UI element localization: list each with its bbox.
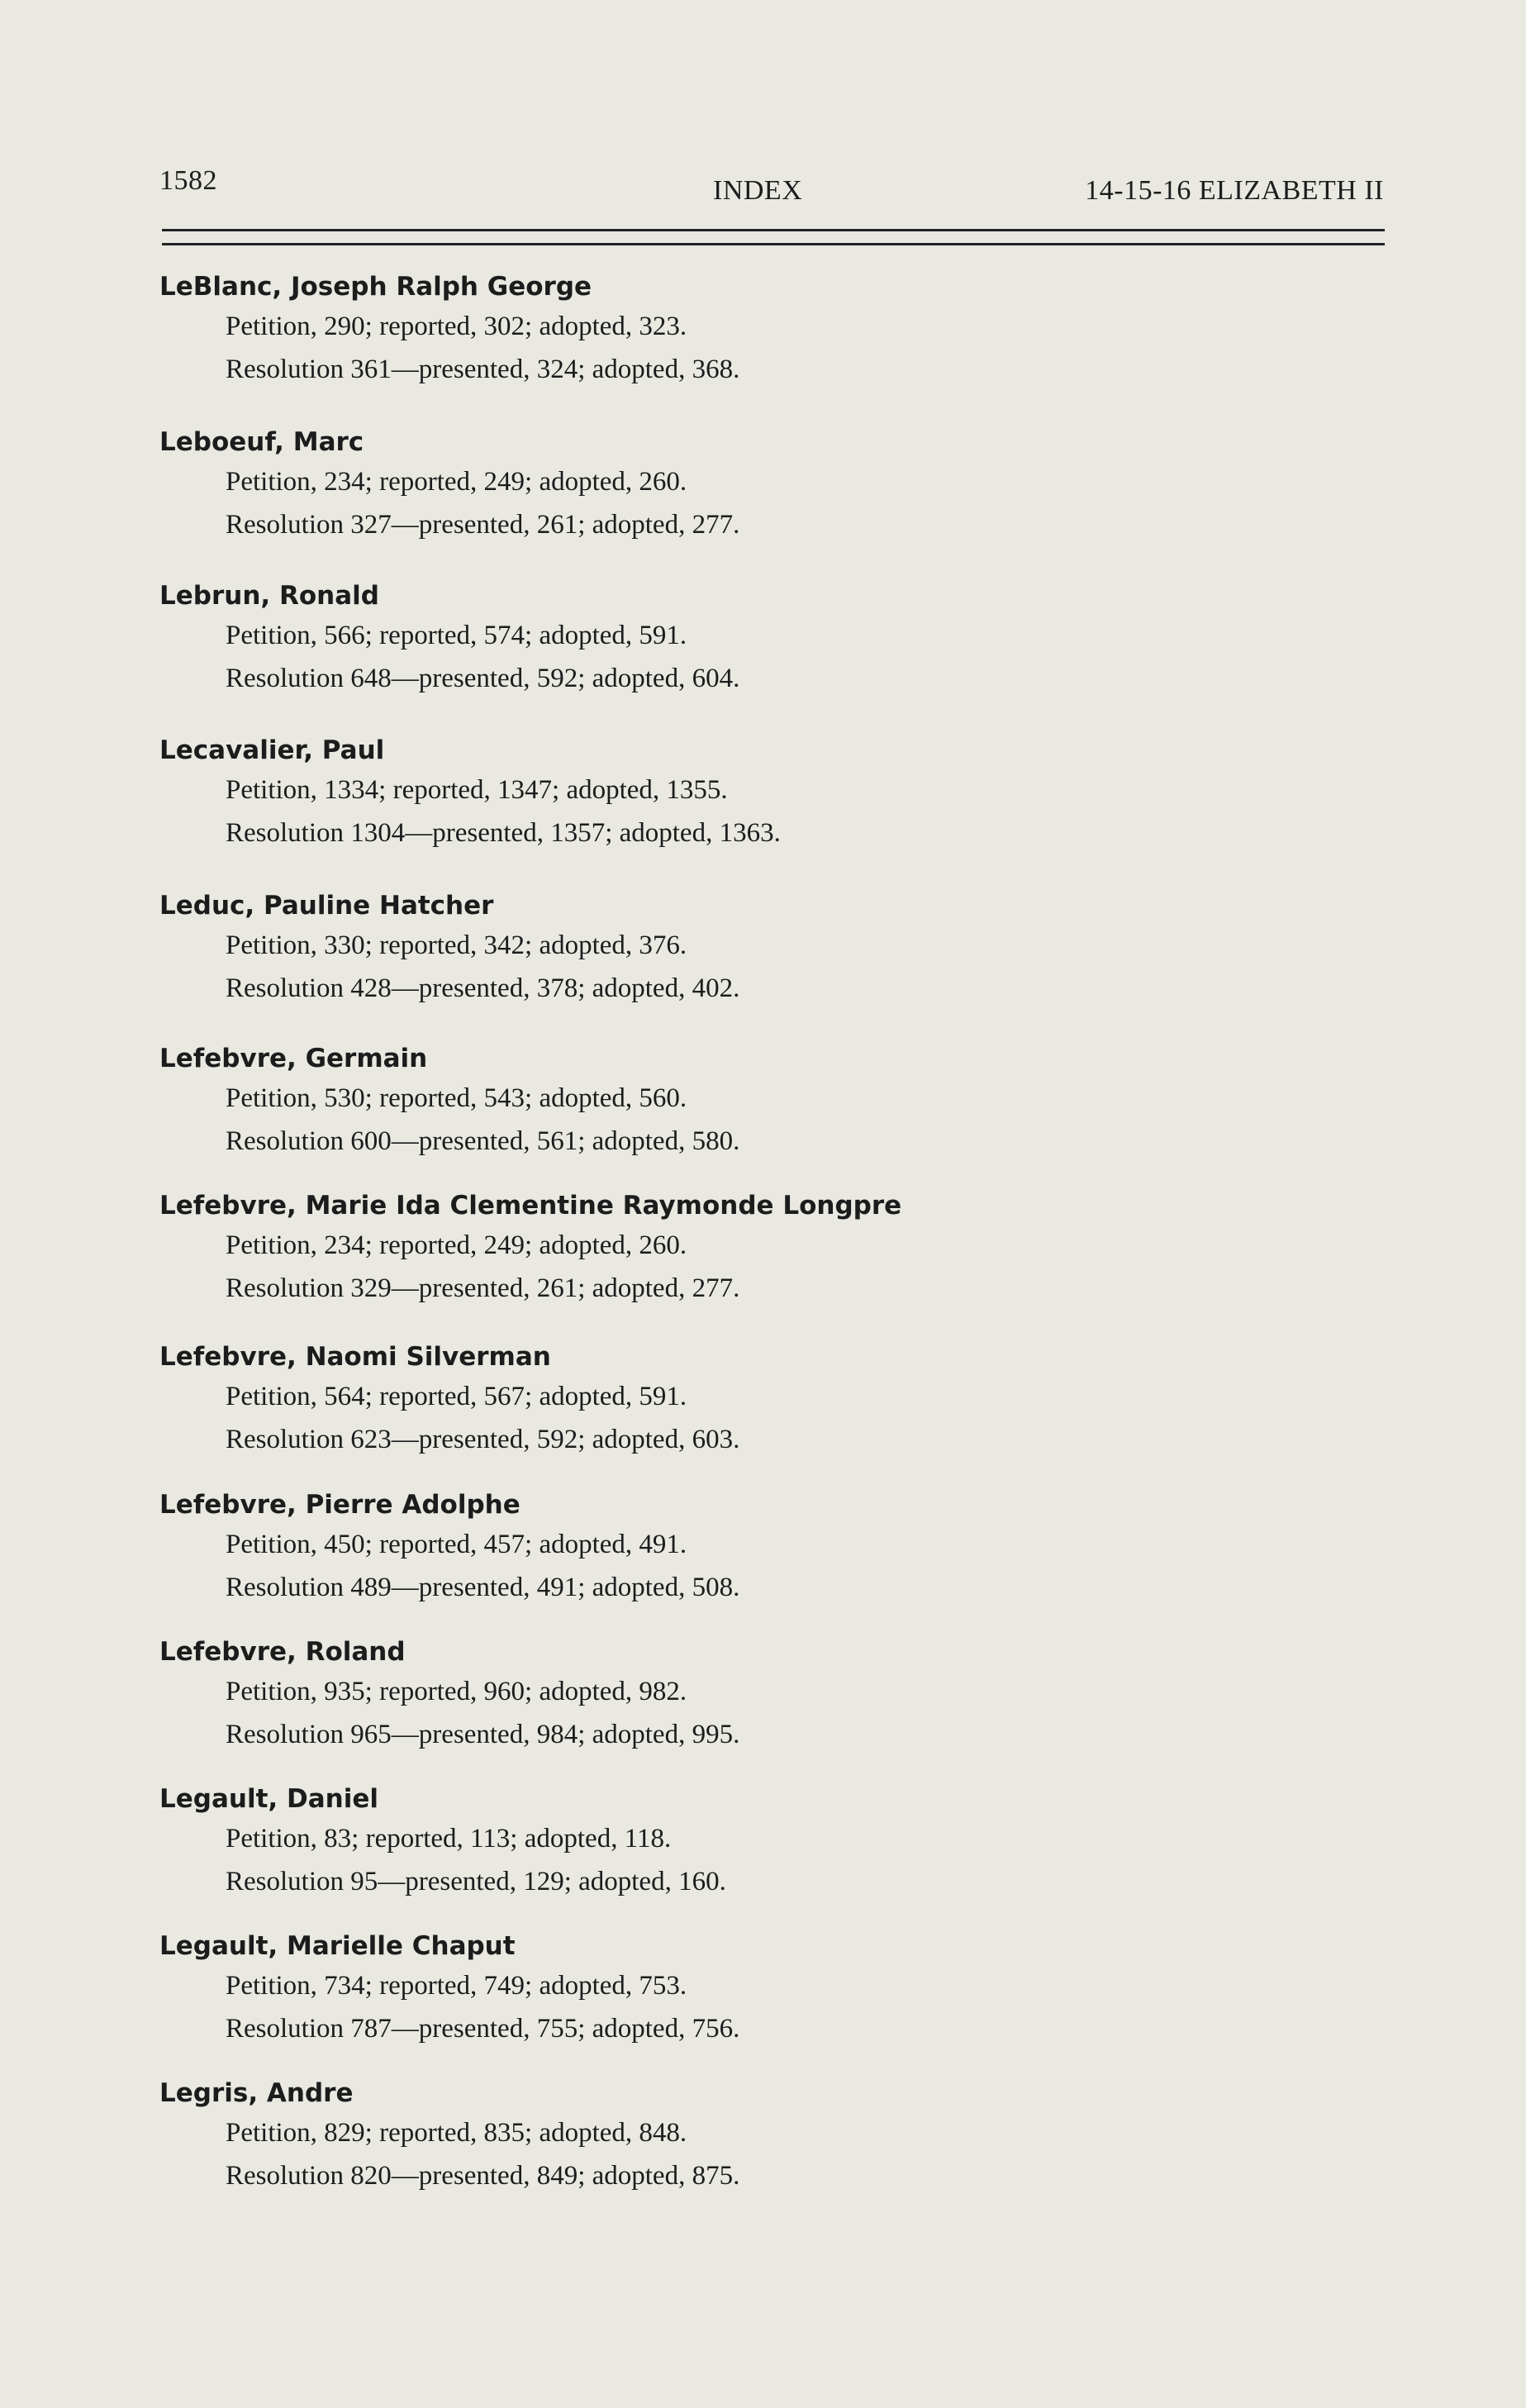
index-entry: [159, 1187, 1316, 1310]
index-entry: [159, 269, 1316, 391]
entry-name: Legault, Marielle Chaput: [159, 1931, 516, 1961]
entry-petition: Petition, 234; reported, 249; adopted, 260.: [226, 1230, 687, 1260]
index-entry: [159, 1339, 1316, 1461]
index-entry: [159, 1928, 1316, 2050]
entry-resolution: Resolution 489—presented, 491; adopted, 508.: [226, 1573, 740, 1602]
header-double-rule: [162, 229, 1385, 245]
entry-petition: Petition, 234; reported, 249; adopted, 260.: [226, 467, 687, 497]
entry-name: Leduc, Pauline Hatcher: [159, 891, 494, 921]
entry-name: Lefebvre, Pierre Adolphe: [159, 1490, 521, 1520]
entry-petition: Petition, 450; reported, 457; adopted, 491.: [226, 1530, 687, 1559]
entry-name: Leboeuf, Marc: [159, 427, 364, 457]
entry-name: LeBlanc, Joseph Ralph George: [159, 272, 592, 302]
entry-name: Legault, Daniel: [159, 1784, 378, 1814]
entry-petition: Petition, 566; reported, 574; adopted, 591.: [226, 621, 687, 650]
entry-resolution: Resolution 361—presented, 324; adopted, 368.: [226, 355, 740, 384]
entry-name: Lefebvre, Naomi Silverman: [159, 1342, 551, 1372]
index-entry: [159, 1040, 1316, 1163]
entry-resolution: Resolution 95—presented, 129; adopted, 160.: [226, 1867, 726, 1896]
entry-petition: Petition, 564; reported, 567; adopted, 591.: [226, 1382, 687, 1411]
entry-petition: Petition, 829; reported, 835; adopted, 848.: [226, 2118, 687, 2148]
entry-petition: Petition, 734; reported, 749; adopted, 753.: [226, 1971, 687, 2001]
entry-resolution: Resolution 327—presented, 261; adopted, 277.: [226, 510, 740, 540]
index-entry: [159, 1634, 1316, 1756]
entry-petition: Petition, 935; reported, 960; adopted, 982.: [226, 1677, 687, 1706]
index-entry: [159, 732, 1316, 854]
entry-resolution: Resolution 965—presented, 984; adopted, 995.: [226, 1720, 740, 1749]
section-title: INDEX: [713, 175, 803, 206]
entry-resolution: Resolution 1304—presented, 1357; adopted, 1363.: [226, 818, 781, 848]
index-entry: [159, 888, 1316, 1010]
entry-name: Legris, Andre: [159, 2078, 354, 2108]
entry-name: Lecavalier, Paul: [159, 735, 385, 765]
index-entry: [159, 1487, 1316, 1609]
index-entry: [159, 1781, 1316, 1903]
index-entry: [159, 424, 1316, 546]
entry-resolution: Resolution 820—presented, 849; adopted, 875.: [226, 2161, 740, 2191]
entry-resolution: Resolution 648—presented, 592; adopted, 604.: [226, 664, 740, 693]
regnal-years: 14-15-16 ELIZABETH II: [1085, 175, 1384, 206]
entry-resolution: Resolution 600—presented, 561; adopted, 580.: [226, 1126, 740, 1156]
index-entry: [159, 578, 1316, 700]
page-header: [159, 165, 1384, 215]
entry-resolution: Resolution 329—presented, 261; adopted, 277.: [226, 1273, 740, 1303]
index-entry: [159, 2075, 1316, 2197]
entry-petition: Petition, 1334; reported, 1347; adopted, 1355.: [226, 775, 728, 805]
entry-name: Lebrun, Ronald: [159, 581, 379, 611]
entry-petition: Petition, 290; reported, 302; adopted, 323.: [226, 312, 687, 341]
entry-resolution: Resolution 428—presented, 378; adopted, 402.: [226, 973, 740, 1003]
entry-resolution: Resolution 787—presented, 755; adopted, 756.: [226, 2014, 740, 2044]
page-number: 1582: [159, 165, 217, 196]
entry-petition: Petition, 330; reported, 342; adopted, 376.: [226, 930, 687, 960]
entry-petition: Petition, 83; reported, 113; adopted, 118.: [226, 1824, 672, 1854]
entry-petition: Petition, 530; reported, 543; adopted, 560.: [226, 1083, 687, 1113]
entry-resolution: Resolution 623—presented, 592; adopted, 603.: [226, 1425, 740, 1454]
entry-name: Lefebvre, Roland: [159, 1637, 406, 1667]
entry-name: Lefebvre, Germain: [159, 1044, 428, 1073]
entry-name: Lefebvre, Marie Ida Clementine Raymonde Longpre: [159, 1191, 902, 1221]
